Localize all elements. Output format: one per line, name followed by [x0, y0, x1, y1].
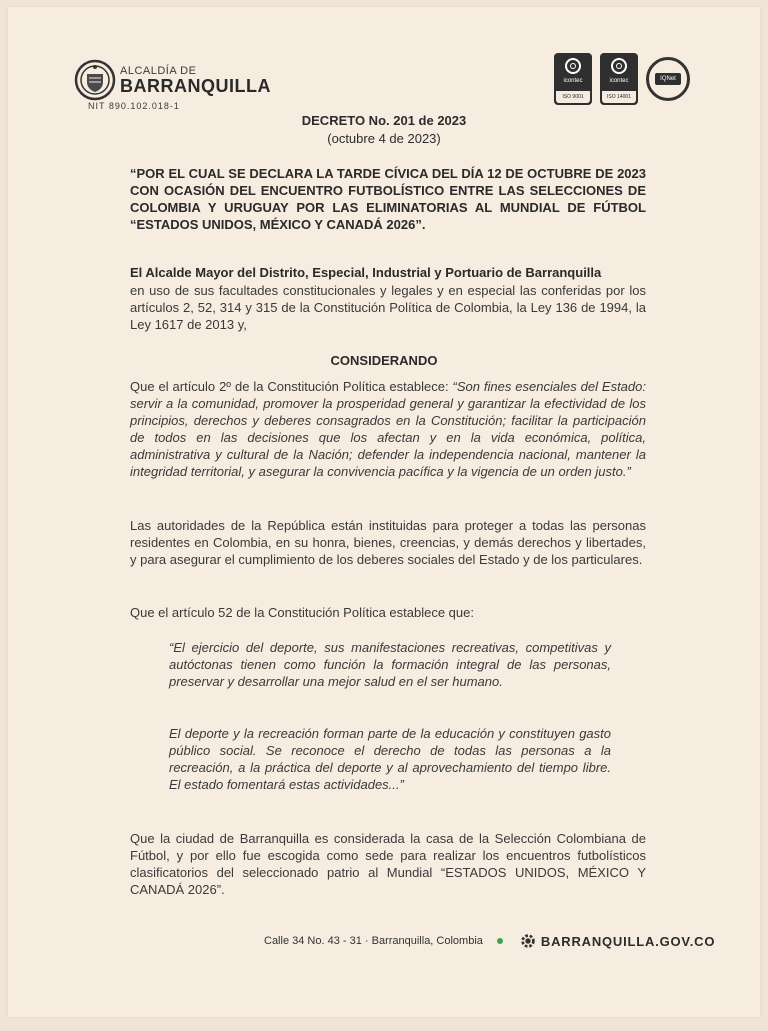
paragraph-barranquilla: Que la ciudad de Barranquilla es considerada la casa de la Selección Colombiana de Fútbol, y por ello fue escogida como sede para realizar los encuentros futbolísticos clasificatorios del seleccionado patrio al Mundial “ESTADOS UNIDOS, MÉXICO Y CANADÁ 2026”.: [130, 831, 646, 897]
logo-title: BARRANQUILLA: [120, 75, 271, 96]
icontec-iso9001-badge: [554, 53, 592, 105]
decree-resolution: “POR EL CUAL SE DECLARA LA TARDE CÍVICA DEL DÍA 12 DE OCTUBRE DE 2023 CON OCASIÓN DEL ENCUENTRO FUTBOLÍSTICO ENTRE LAS SELECCIONES DE COLOMBIA Y URUGUAY POR LAS ELIMINATORIAS AL MUNDIAL DE FÚTBOL “ESTADOS UNIDOS, MÉXICO Y CANADÁ 2026”.: [130, 166, 646, 232]
cert-brand: icontec: [563, 78, 583, 84]
decree-date: (octubre 4 de 2023): [327, 131, 441, 146]
article-52-quote-2: El deporte y la recreación forman parte de la educación y constituyen gasto público social. Se reconoce el derecho de todas las personas a la recreación, a la práctica del deporte y al aprovechamiento del tiempo libre. El estado fomentará estas actividades...”: [169, 726, 611, 792]
bullet-dot-icon: [497, 938, 503, 944]
decree-title: DECRETO No. 201 de 2023: [301, 113, 467, 128]
gear-logo-icon: [519, 932, 537, 950]
document-page: [8, 7, 760, 1017]
paragraph-lead: Que el artículo 2º de la Constitución Política establece:: [130, 379, 453, 394]
coat-of-arms-icon: [74, 59, 116, 101]
alcaldia-logo: [74, 59, 271, 101]
icontec-icon: [611, 58, 627, 74]
paragraph-autoridades: Las autoridades de la República están instituidas para proteger a todas las personas residentes en Colombia, en su honra, bienes, creencias, y demás derechos y libertades, y para asegurar el cumplimiento de los deberes sociales del Estado y de los particulares.: [130, 518, 646, 567]
icontec-icon: [565, 58, 581, 74]
alcalde-powers: en uso de sus facultades constitucionales y legales y en especial las conferidas por los artículos 2, 52, 314 y 315 de la Constitución Política de Colombia, la Ley 136 de 1994, la Ley 1617 de 2013 y,: [130, 283, 646, 332]
logo-subtitle: ALCALDÍA DE: [120, 64, 197, 77]
page-footer: [264, 932, 715, 950]
paragraph-article-2: [130, 378, 646, 480]
icontec-iso14001-badge: [600, 53, 638, 105]
iqnet-badge: [646, 57, 690, 101]
website-link[interactable]: BARRANQUILLA.GOV.CO: [540, 933, 716, 949]
certification-logos: [554, 53, 690, 105]
article-2-quote: “Son fines esenciales del Estado: servir a la comunidad, promover la prosperidad general y garantizar la efectividad de los principios, derechos y deberes consagrados en la Constitución; facilitar la participación de todos en las decisiones que los afectan y en la vida económica, política, administrativa y cultural de la Nación; defender la independencia nacional, mantener la integridad territorial, y asegurar la convivencia pacífica y la vigencia de un orden justo.”: [130, 379, 646, 479]
iqnet-label: IQNet: [655, 73, 681, 85]
footer-address: Calle 34 No. 43 - 31 · Barranquilla, Colombia: [264, 935, 483, 947]
considerando-heading: CONSIDERANDO: [330, 353, 438, 368]
article-52-quote-1: “El ejercicio del deporte, sus manifestaciones recreativas, competitivas y autóctonas tienen como función la formación integral de las personas, preservar y desarrollar una mejor salud en el ser humano.: [169, 640, 611, 689]
cert-iso: ISO 14001: [602, 91, 636, 103]
cert-brand: icontec: [609, 78, 629, 84]
cert-iso: ISO 9001: [556, 91, 590, 103]
paragraph-article-52: Que el artículo 52 de la Constitución Política establece que:: [130, 605, 474, 620]
alcalde-heading: El Alcalde Mayor del Distrito, Especial, Industrial y Portuario de Barranquilla: [130, 265, 602, 280]
nit-number: NIT 890.102.018-1: [88, 101, 180, 111]
